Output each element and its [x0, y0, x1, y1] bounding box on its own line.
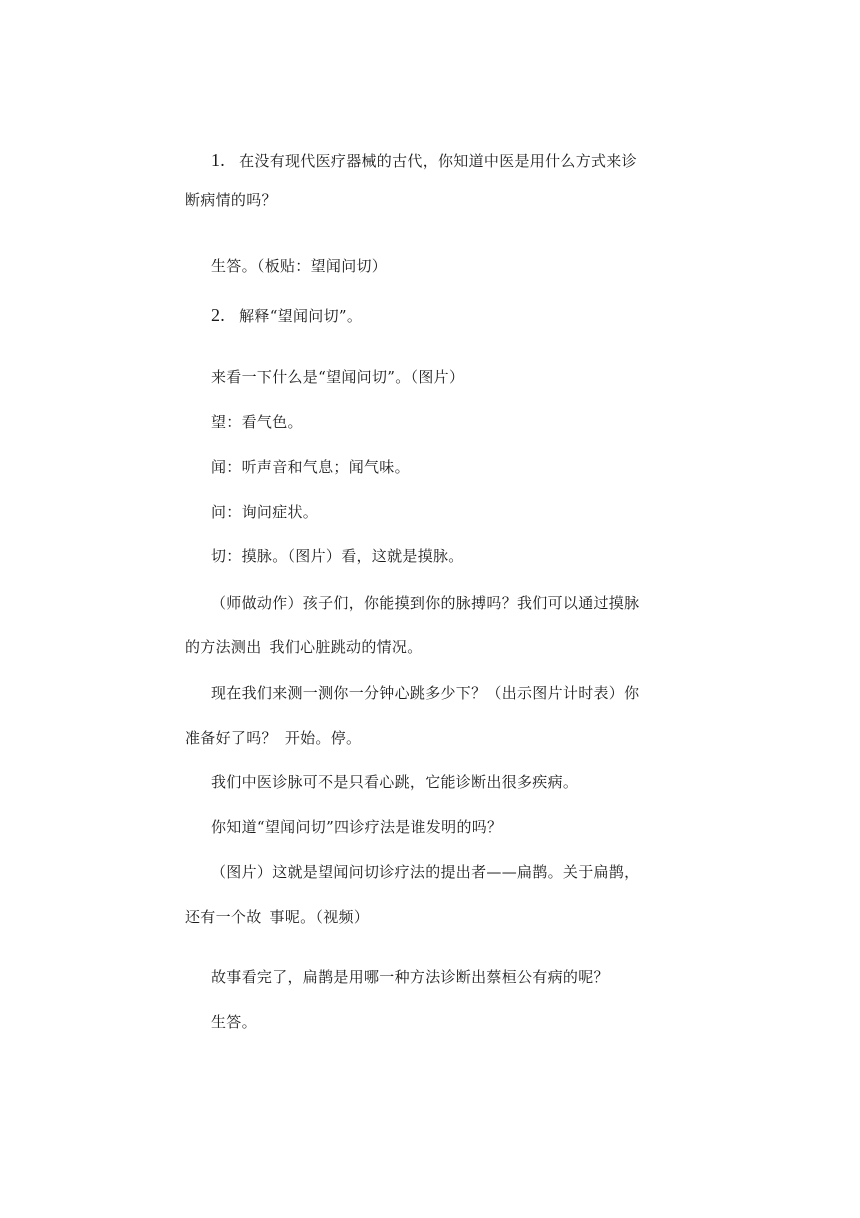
- text-fragment: 的方法测出: [185, 638, 262, 656]
- text-fragment: 准备好了吗？: [185, 729, 277, 747]
- text-fragment: 事呢。（视频）: [269, 908, 370, 926]
- list-text: 解释“望闻问切”。: [239, 307, 363, 325]
- paragraph: （图片）这就是望闻问切诊疗法的提出者——扁鹊。关于扁鹊，: [211, 863, 640, 881]
- paragraph-continuation: [185, 637, 423, 657]
- list-text: 在没有现代医疗器械的古代，你知道中医是用什么方式来诊: [239, 152, 637, 170]
- paragraph-continuation: [185, 907, 369, 927]
- paragraph: 问：询问症状。: [211, 503, 319, 521]
- text-fragment: 我们心脏跳动的情况。: [269, 638, 423, 656]
- paragraph: 切：摸脉。（图片）看，这就是摸脉。: [211, 547, 464, 565]
- paragraph-continuation: [185, 728, 361, 748]
- paragraph: 生答。: [211, 1013, 257, 1031]
- paragraph: 来看一下什么是“望闻问切”。（图片）: [211, 368, 465, 386]
- list-number: 1.: [211, 150, 226, 170]
- list-item-2: [211, 305, 362, 326]
- paragraph: （师做动作）孩子们，你能摸到你的脉搏吗？我们可以通过摸脉: [211, 594, 640, 612]
- paragraph: 我们中医诊脉可不是只看心跳，它能诊断出很多疾病。: [211, 773, 579, 791]
- list-item-1-continuation: 断病情的吗？: [185, 191, 277, 209]
- paragraph: 生答。（板贴：望闻问切）: [211, 257, 388, 275]
- text-fragment: 还有一个故: [185, 908, 262, 926]
- list-number: 2.: [211, 305, 226, 325]
- paragraph: 望：看气色。: [211, 413, 303, 431]
- paragraph: 现在我们来测一测你一分钟心跳多少下？（出示图片计时表）你: [211, 684, 640, 702]
- paragraph: 闻：听声音和气息；闻气味。: [211, 458, 410, 476]
- list-item-1: [211, 150, 637, 171]
- paragraph: 你知道“望闻问切”四诊疗法是谁发明的吗？: [211, 818, 503, 836]
- paragraph: 故事看完了，扁鹊是用哪一种方法诊断出蔡桓公有病的呢？: [211, 968, 609, 986]
- text-fragment: 开始。停。: [284, 729, 362, 747]
